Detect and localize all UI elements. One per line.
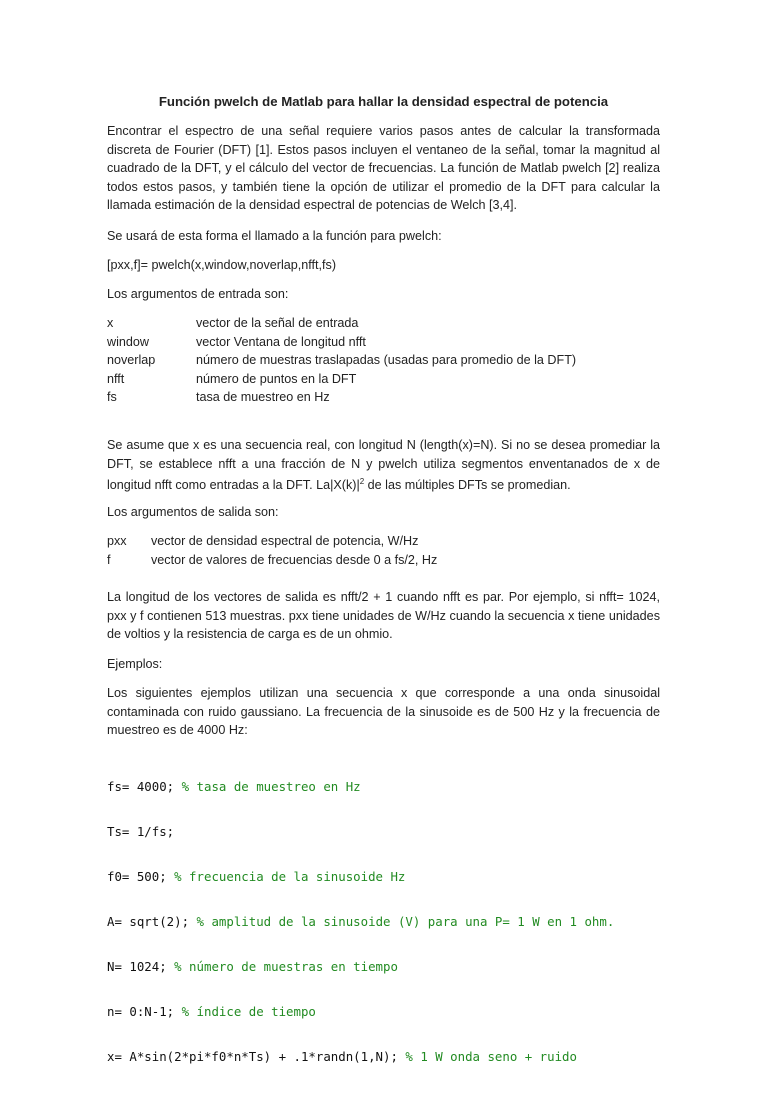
input-term: window xyxy=(107,334,149,349)
sequence-text-a: Se asume que x es una secuencia real, con longitud N (length(x)=N). Si no se desea promediar la DFT, se establece nfft a una fracción de N y pwelch utiliza segmentos enventanados de x de longitud nfft como entradas a la DFT. La|X(k)| xyxy=(107,438,660,493)
code-line xyxy=(107,824,667,839)
code-statement: N= 1024; xyxy=(107,959,175,974)
code-comment: % 1 W onda seno + ruido xyxy=(405,1049,577,1064)
code-statement: x= A*sin(2*pi*f0*n*Ts) + .1*randn(1,N); xyxy=(107,1049,406,1064)
code-comment: % índice de tiempo xyxy=(181,1004,316,1019)
code-line xyxy=(107,1004,667,1019)
examples-heading: Ejemplos: xyxy=(107,657,163,671)
code-statement: f0= 500; xyxy=(107,869,175,884)
input-term: fs xyxy=(107,390,117,405)
output-length-paragraph: La longitud de los vectores de salida es nfft/2 + 1 cuando nfft es par. Por ejemplo, si nfft= 1024, pxx y f contienen 513 muestras. pxx tiene unidades de W/Hz cuando la secuencia x tiene unidades de voltios y la resistencia de carga es de un ohmio. xyxy=(107,590,660,642)
code-statement: n= 0:N-1; xyxy=(107,1004,182,1019)
input-row xyxy=(107,370,660,389)
code-comment: % amplitud de la sinusoide (V) para una P= 1 W en 1 ohm. xyxy=(196,914,615,929)
input-term: noverlap xyxy=(107,353,156,368)
usage-paragraph: Se usará de esta forma el llamado a la función para pwelch: xyxy=(107,229,442,243)
input-desc: vector de la señal de entrada xyxy=(196,316,359,330)
code-statement: fs= 4000; xyxy=(107,779,182,794)
input-row xyxy=(107,314,660,333)
input-term: x xyxy=(107,316,114,330)
output-row xyxy=(107,532,660,551)
output-term: pxx xyxy=(107,534,127,548)
sequence-text-b: de las múltiples DFTs se promedian. xyxy=(364,478,571,493)
document-title: Función pwelch de Matlab para hallar la densidad espectral de potencia xyxy=(158,94,609,109)
code-line xyxy=(107,779,667,794)
input-desc: vector Ventana de longitud nfft xyxy=(196,334,366,349)
input-row xyxy=(107,333,660,352)
code-line xyxy=(107,869,667,884)
code-block xyxy=(107,749,667,1094)
code-comment: % frecuencia de la sinusoide Hz xyxy=(174,869,406,884)
code-line xyxy=(107,914,667,929)
superscript: 2 xyxy=(359,477,365,487)
input-term: nfft xyxy=(107,371,125,386)
code-line xyxy=(107,1049,667,1064)
output-desc: vector de valores de frecuencias desde 0 a fs/2, Hz xyxy=(151,552,438,567)
code-comment: % número de muestras en tiempo xyxy=(174,959,398,974)
code-comment: % tasa de muestreo en Hz xyxy=(181,779,361,794)
function-call: [pxx,f]= pwelch(x,window,noverlap,nfft,fs) xyxy=(107,258,337,272)
intro-paragraph: Encontrar el espectro de una señal requiere varios pasos antes de calcular la transformada discreta de Fourier (DFT) [1]. Estos pasos incluyen el ventaneo de la señal, tomar la magnitud al cuadrado de la DFT, y el cálculo del vector de frecuencias. La función de Matlab pwelch [2] realiza todos estos pasos, y también tiene la opción de utilizar el promedio de la DFT para calcular la llamada estimación de la densidad espectral de potencias de Welch [3,4]. xyxy=(107,124,660,213)
outputs-list xyxy=(107,532,660,569)
output-term: f xyxy=(107,552,111,567)
input-row xyxy=(107,351,660,370)
output-row xyxy=(107,551,660,570)
input-desc: tasa de muestreo en Hz xyxy=(196,390,330,405)
inputs-list xyxy=(107,314,660,407)
code-line xyxy=(107,959,667,974)
code-statement: Ts= 1/fs; xyxy=(107,824,175,839)
input-desc: número de puntos en la DFT xyxy=(196,371,357,386)
examples-paragraph: Los siguientes ejemplos utilizan una secuencia x que corresponde a una onda sinusoidal contaminada con ruido gaussiano. La frecuencia de la sinusoide es de 500 Hz y la frecuencia de muestreo es de 4000 Hz: xyxy=(107,686,660,738)
code-statement: A= sqrt(2); xyxy=(107,914,197,929)
output-desc: vector de densidad espectral de potencia, W/Hz xyxy=(151,534,419,548)
outputs-heading: Los argumentos de salida son: xyxy=(107,505,279,519)
input-desc: número de muestras traslapadas (usadas para promedio de la DFT) xyxy=(196,353,577,368)
inputs-heading: Los argumentos de entrada son: xyxy=(107,287,289,301)
sequence-paragraph xyxy=(107,436,660,495)
input-row xyxy=(107,388,660,407)
